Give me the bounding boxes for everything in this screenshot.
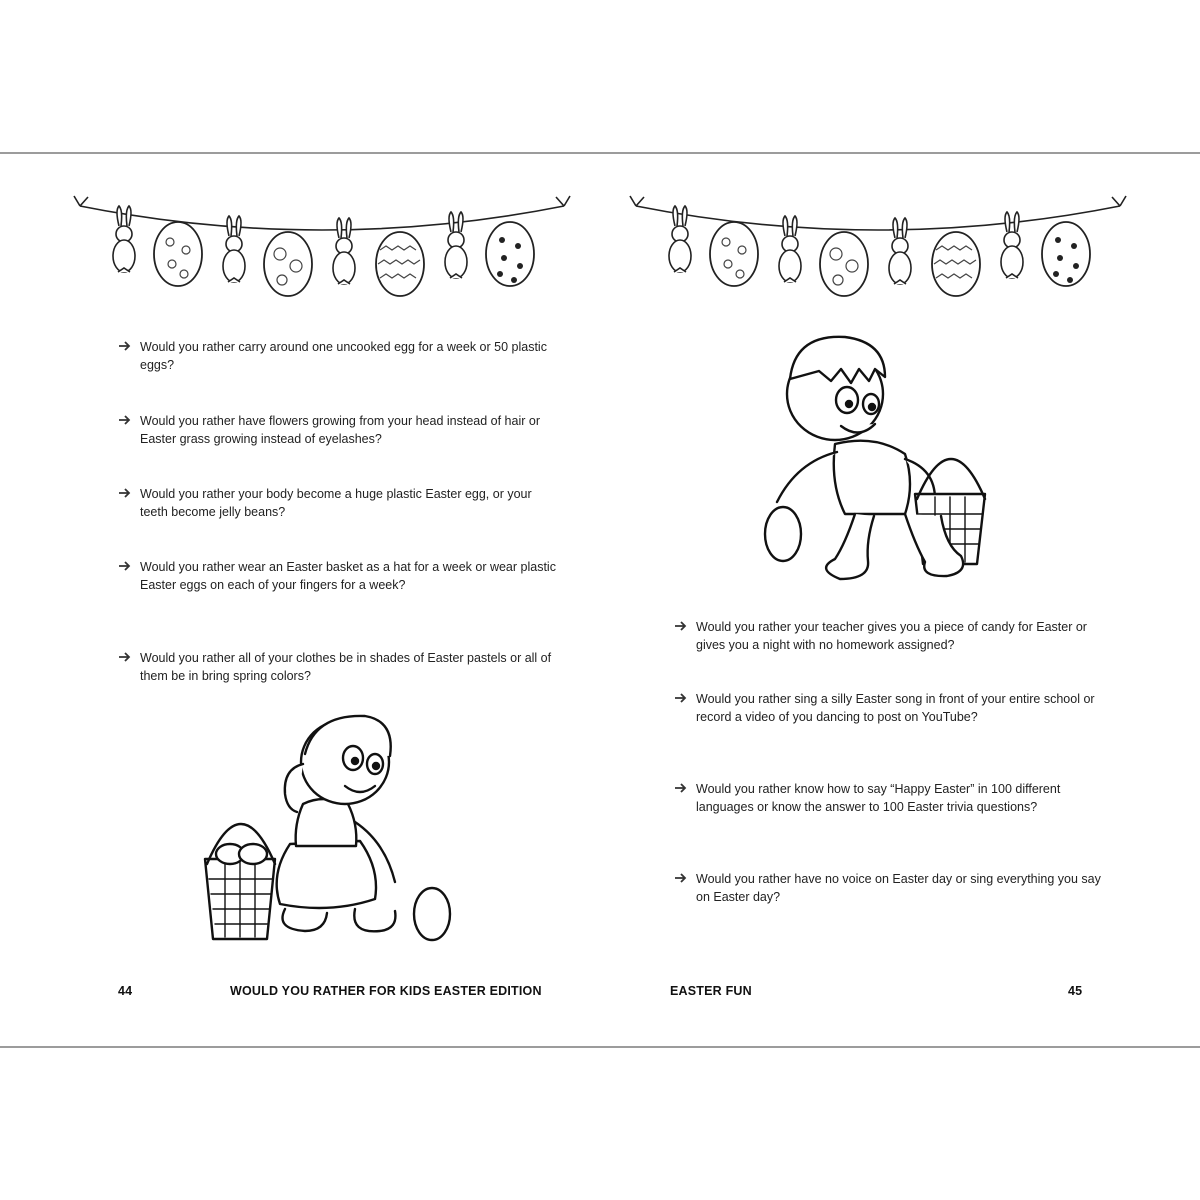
arrow-right-icon (118, 413, 132, 427)
page-number: 44 (118, 984, 133, 998)
question-item (696, 618, 1116, 654)
easter-garland-icon (628, 184, 1128, 314)
question-item (140, 649, 560, 685)
question-text: Would you rather carry around one uncooked egg for a week or 50 plastic eggs? (140, 340, 547, 372)
question-text: Would you rather have flowers growing from your head instead of hair or Easter grass growing instead of eyelashes? (140, 414, 540, 446)
arrow-right-icon (674, 781, 688, 795)
arrow-right-icon (118, 559, 132, 573)
running-title: EASTER FUN (670, 984, 752, 998)
boy-with-basket-icon (755, 334, 1005, 584)
right-page (600, 154, 1200, 1046)
left-page (0, 154, 600, 1046)
question-text: Would you rather know how to say “Happy Easter” in 100 different languages or know the answer to 100 Easter trivia questions? (696, 782, 1061, 814)
question-item (696, 780, 1116, 816)
question-text: Would you rather all of your clothes be in shades of Easter pastels or all of them be in bring spring colors? (140, 651, 552, 683)
arrow-right-icon (118, 486, 132, 500)
arrow-right-icon (118, 650, 132, 664)
arrow-right-icon (118, 339, 132, 353)
question-text: Would you rather sing a silly Easter song in front of your entire school or record a video of you dancing to post on YouTube? (696, 692, 1095, 724)
question-item (140, 412, 560, 448)
arrow-right-icon (674, 871, 688, 885)
question-item (140, 558, 560, 594)
question-text: Would you rather your teacher gives you a piece of candy for Easter or gives you a night with no homework assigned? (696, 620, 1087, 652)
book-spread (0, 152, 1200, 1048)
page-number: 45 (1068, 984, 1083, 998)
question-text: Would you rather wear an Easter basket as a hat for a week or wear plastic Easter eggs on each of your fingers for a week? (140, 560, 556, 592)
arrow-right-icon (674, 691, 688, 705)
girl-with-basket-icon (185, 694, 465, 954)
question-item (140, 485, 560, 521)
running-title: WOULD YOU RATHER FOR KIDS EASTER EDITION (230, 984, 542, 998)
easter-garland-icon (72, 184, 572, 314)
question-text: Would you rather have no voice on Easter day or sing everything you say on Easter day? (696, 872, 1101, 904)
arrow-right-icon (674, 619, 688, 633)
question-item (696, 690, 1116, 726)
question-text: Would you rather your body become a huge plastic Easter egg, or your teeth become jelly beans? (140, 487, 532, 519)
question-item (140, 338, 560, 374)
question-item (696, 870, 1116, 906)
